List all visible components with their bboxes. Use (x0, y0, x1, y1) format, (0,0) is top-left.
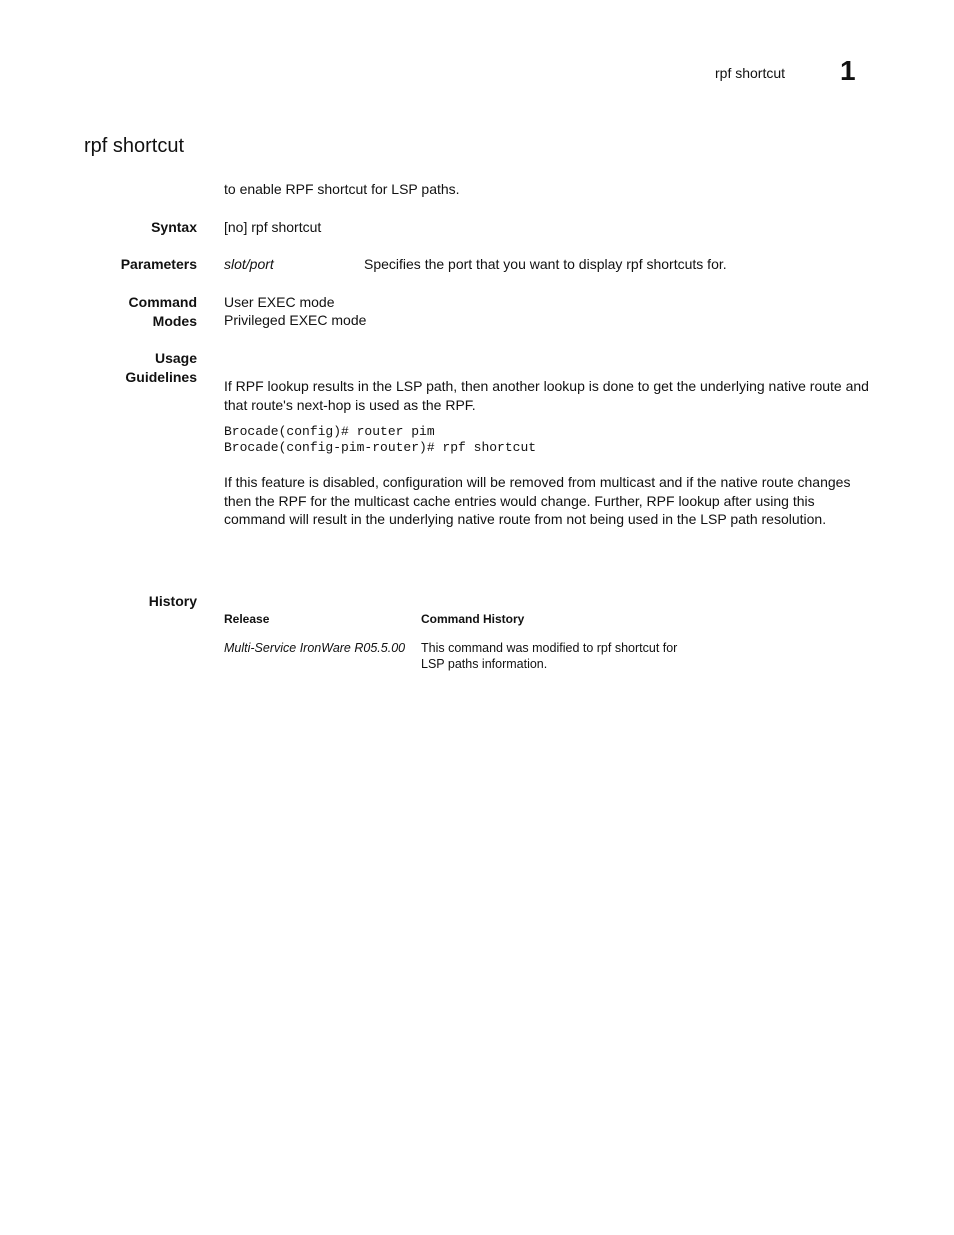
page-title: rpf shortcut (84, 135, 185, 157)
code-line: Brocade(config)# router pim (224, 424, 435, 439)
chapter-number: 1 (840, 55, 856, 86)
parameter-description: Specifies the port that you want to display rpf shortcuts for. (364, 256, 727, 272)
syntax-label: Syntax (151, 219, 197, 235)
intro-text: to enable RPF shortcut for LSP paths. (224, 181, 460, 197)
command-mode-item: User EXEC mode (224, 294, 335, 310)
history-column-header-command: Command History (421, 612, 525, 626)
usage-paragraph: If this feature is disabled, configuration will be removed from multicast and if the native route changes then the RPF for the multicast cache entries would change. Further, RPF lookup after using this command will result in the underlying native route from not being used in the LSP path resolution. (224, 474, 851, 527)
history-column-header-release: Release (224, 612, 270, 626)
command-modes-label-line1: Command (128, 294, 197, 310)
syntax-value: [no] rpf shortcut (224, 219, 322, 235)
history-label: History (148, 593, 197, 609)
command-modes-label-line2: Modes (152, 313, 197, 329)
usage-label-line1: Usage (154, 350, 197, 366)
history-description-cell: This command was modified to rpf shortcut for (421, 641, 678, 655)
command-mode-item: Privileged EXEC mode (224, 312, 367, 328)
parameter-name: slot/port (224, 256, 274, 272)
parameters-label: Parameters (120, 256, 197, 272)
history-release-cell: Multi-Service IronWare R05.5.00 (224, 641, 406, 655)
code-line: Brocade(config-pim-router)# rpf shortcut (224, 440, 537, 455)
history-description-cell: LSP paths information. (421, 657, 548, 671)
usage-paragraph: If RPF lookup results in the LSP path, then another lookup is done to get the underlying native route and that route's next-hop is used as the RPF. (224, 378, 869, 413)
usage-label-line2: Guidelines (125, 369, 197, 385)
running-header-title: rpf shortcut (715, 65, 786, 81)
